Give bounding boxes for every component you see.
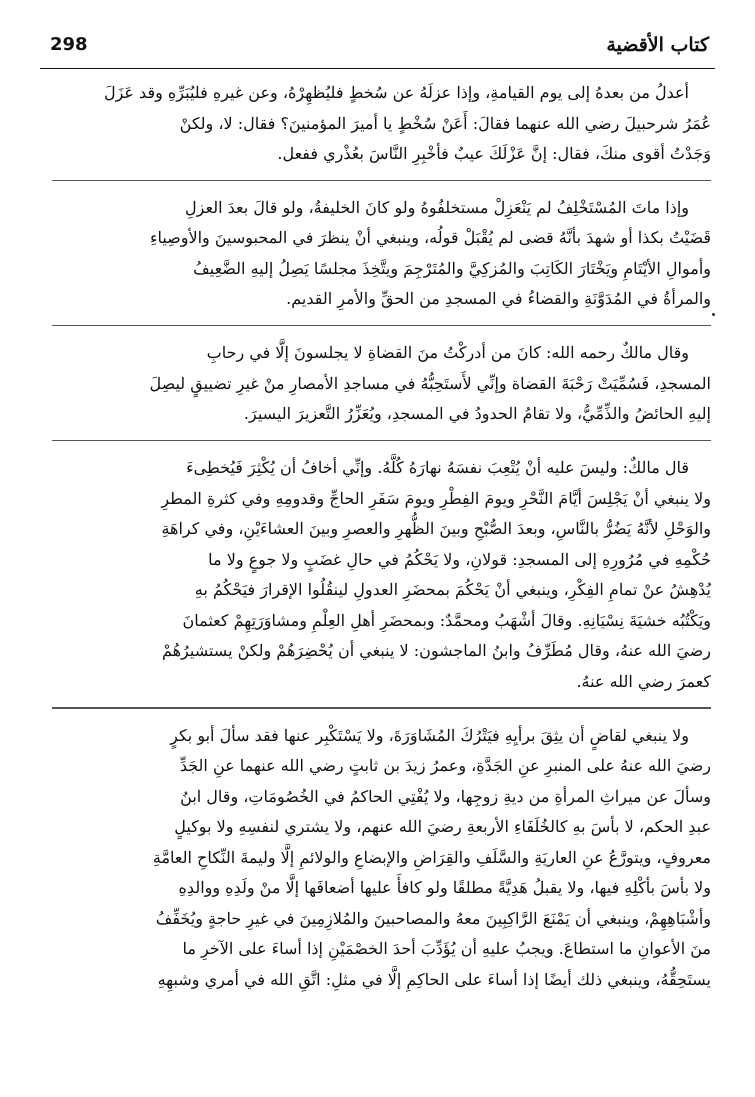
text-line: عُمَرُ شرحبيلَ رضي الله عنهما فقالَ: أَعَنْ سُخْطٍ يا أميرَ المؤمنينَ؟ فقال: لا، ولكنْ xyxy=(179,113,711,133)
text-line: ولا بأسَ بأكْلِهِ فيها، ولا يقبلُ هَدِيَّةً مطلقًا ولو كافأَ عليها أضعافَها إلَّا منْ ولَدِهِ ووالدِهِ xyxy=(178,878,711,898)
text-line: حُكْمِهِ في مُرُورِهِ إلى المسجدِ: قولانِ، ولا يَحْكُمُ في حالِ غضَبٍ ولا جوعٍ ولا ما xyxy=(208,549,711,569)
text-line: وأشْبَاهِهِمْ، وينبغي أن يَمْنَعَ الرَّاكِبِينَ معهُ والمصاحبينَ والمُلازِمِينَ في غيرِ حاجةٍ ويُخَفِّفُ xyxy=(155,908,711,928)
text-line: أعدلُ من بعدهُ إلى يوم القيامةِ، وإذا عزلَهُ عن سُخطٍ فليُظهِرْهُ، وعن غيرهِ فليُبَرِّهِ وقد عَزَلَ xyxy=(103,83,689,102)
text-line: وأموالِ الأيْتَامِ ويَخْتَارَ الكَاتِبَ والمُزكِيَّ والمُتَرْجِمَ ويتَّخِذَ مجلسًا يَصِلُ إليهِ الضَّعِيفُ xyxy=(193,258,711,278)
page-number: 298 xyxy=(50,34,88,55)
section-divider xyxy=(52,325,711,326)
text-line: المسجدِ، فَسُمِّيَتْ رَحْبَةَ القضاة وإنِّي لأَستَحِبُّهُ في مساجدِ الأمصارِ منْ غيرِ تضييقٍ ليصِلَ xyxy=(149,373,711,393)
running-head: كتاب الأقضية xyxy=(606,34,709,56)
section-divider xyxy=(52,440,711,441)
section-divider xyxy=(52,707,711,708)
text-line: يستَحِقُّهُ، وينبغي ذلك أيضًا إذا أساءَ على الحاكِمِ إلَّا في مثلِ: اتَّقِ الله في أمري وشبهِهِ xyxy=(157,969,711,989)
paragraph-3 xyxy=(52,338,711,430)
text-line: وإذا ماتَ المُسْتَخْلِفُ لم يَنْعَزِلْ مستخلفُوهُ ولو كانَ الخليفةُ، ولو قالَ بعدَ العزلِ xyxy=(185,197,689,217)
paragraph-1 xyxy=(52,78,711,170)
text-line: قال مالكٌ: وليسَ عليه أنْ يُتْعِبَ نفسَهُ نهارَهُ كُلَّهُ. وإنِّي أخافُ أن يُكْثِرَ فَيُخطِىءَ xyxy=(186,458,689,478)
text-line: رضيَ الله عنهُ على المنبرِ عنِ الجَدَّةِ، وعمرُ زيدَ بن ثابتٍ رضي الله عنهما عنِ الجَدِّ xyxy=(179,756,711,776)
paragraph-4 xyxy=(52,453,711,697)
text-line: ولا ينبغي لقاضٍ أن يثِقَ برأيِهِ فيَتْرُكَ المُشَاوَرَةَ، ولا يَسْتَكْبِر عنها فقد سألَ أبو بكرٍ xyxy=(170,725,689,745)
text-line: إليهِ الحائضُ والذِّمِّيُّ، ولا تقامُ الحدودُ في المسجدِ، ويُعَزِّرُ التَّعزيرَ اليسيرَ. xyxy=(243,404,711,424)
page-body xyxy=(52,78,711,995)
text-line: قَضَيْتُ بكذا أو شهدَ بأنَّهُ قضى لم يُقْبَلْ قولُه، وينبغي أنْ ينظرَ في المحبوسينَ والأوصِياءِ xyxy=(149,228,711,248)
text-line: كعمرَ رضي الله عنهُ. xyxy=(576,671,711,691)
margin-mark xyxy=(712,313,715,316)
text-line: وَجَدْتُ أقوى منكَ، فقال: إنَّ عَزْلَكَ عيبٌ فأخْبِرِ النَّاسَ بعُذْري ففعل. xyxy=(277,144,711,163)
text-line: رضيَ الله عنهُ، وقال مُطَرِّفُ وابنُ الماجشون: لا ينبغي أن يُحْضِرَهُمْ ولكنْ يستشيرُهُمْ xyxy=(161,641,711,661)
paragraph-5 xyxy=(52,721,711,996)
text-line: ولا ينبغي أنْ يَجْلِسَ أيَّامَ النَّحْرِ ويومَ الفِطْرِ ويومَ سَفَرِ الحاجِّ وقدومِهِ وفي كثرةِ المطرِ xyxy=(161,488,711,508)
text-line: ويَكْتُبُه خشيَةَ نِسْيَانِهِ. وقالَ أشْهَبُ ومحمَّدٌ: وبمحضَرِ أهلِ العِلْمِ ومشاوَرَتِهِمْ كعثمانَ xyxy=(182,610,711,630)
text-line: والوَحْلِ لأنَّهُ يَضُرُّ بالنَّاسِ، وبعدَ الصُّبْحِ وبينَ الظُّهرِ والعصرِ وبينَ العشاءَيْنِ، وفي كراهَةِ xyxy=(161,519,711,539)
text-line: وسألَ عن ميراثِ المرأةِ من ديةِ زوجِها، ولا يُفْتِي الحاكمُ في الخُصُومَاتِ، وقال ابنُ xyxy=(180,786,711,806)
text-line: معروفٍ، ويتورَّعُ عنِ العاريَةِ والسَّلَفِ والقِرَاضِ والإبضاعِ والولائمِ إلَّا وليمةَ النِّكاحِ العامَّةِ xyxy=(152,847,711,867)
text-line: منَ الأعوانِ ما استطاعَ. ويجبُ عليهِ أن يُؤَدِّبَ أحدَ الخصْمَيْنِ إذا أساءَ على الآخرِ ما xyxy=(182,939,711,959)
page-header xyxy=(40,28,715,69)
section-divider xyxy=(52,180,711,181)
text-line: عبدِ الحكم، لا بأسَ بهِ كالخُلَفَاءِ الأربعةِ رضيَ الله عنهم، ولا يشتري لنفسِهِ ولا بوكيلٍ xyxy=(174,817,711,837)
paragraph-2 xyxy=(52,193,711,315)
text-line: يُدْهِشُ عنْ تمامِ الفِكْرِ، وينبغي أنْ يَحْكُمَ بمحضَرِ العدولِ لينقُلُوا الإقرارَ فيَحْكُمُ بهِ xyxy=(194,580,711,600)
text-line: والمرأةُ في المُدَوَّنَةِ والقضاءُ في المسجدِ من الحقِّ والأمرِ القديم. xyxy=(286,289,711,309)
text-line: وقال مالكٌ رحمه الله: كانَ من أدركْتُ منَ القضاةِ لا يجلسونَ إلَّا في رحابِ xyxy=(206,343,689,363)
